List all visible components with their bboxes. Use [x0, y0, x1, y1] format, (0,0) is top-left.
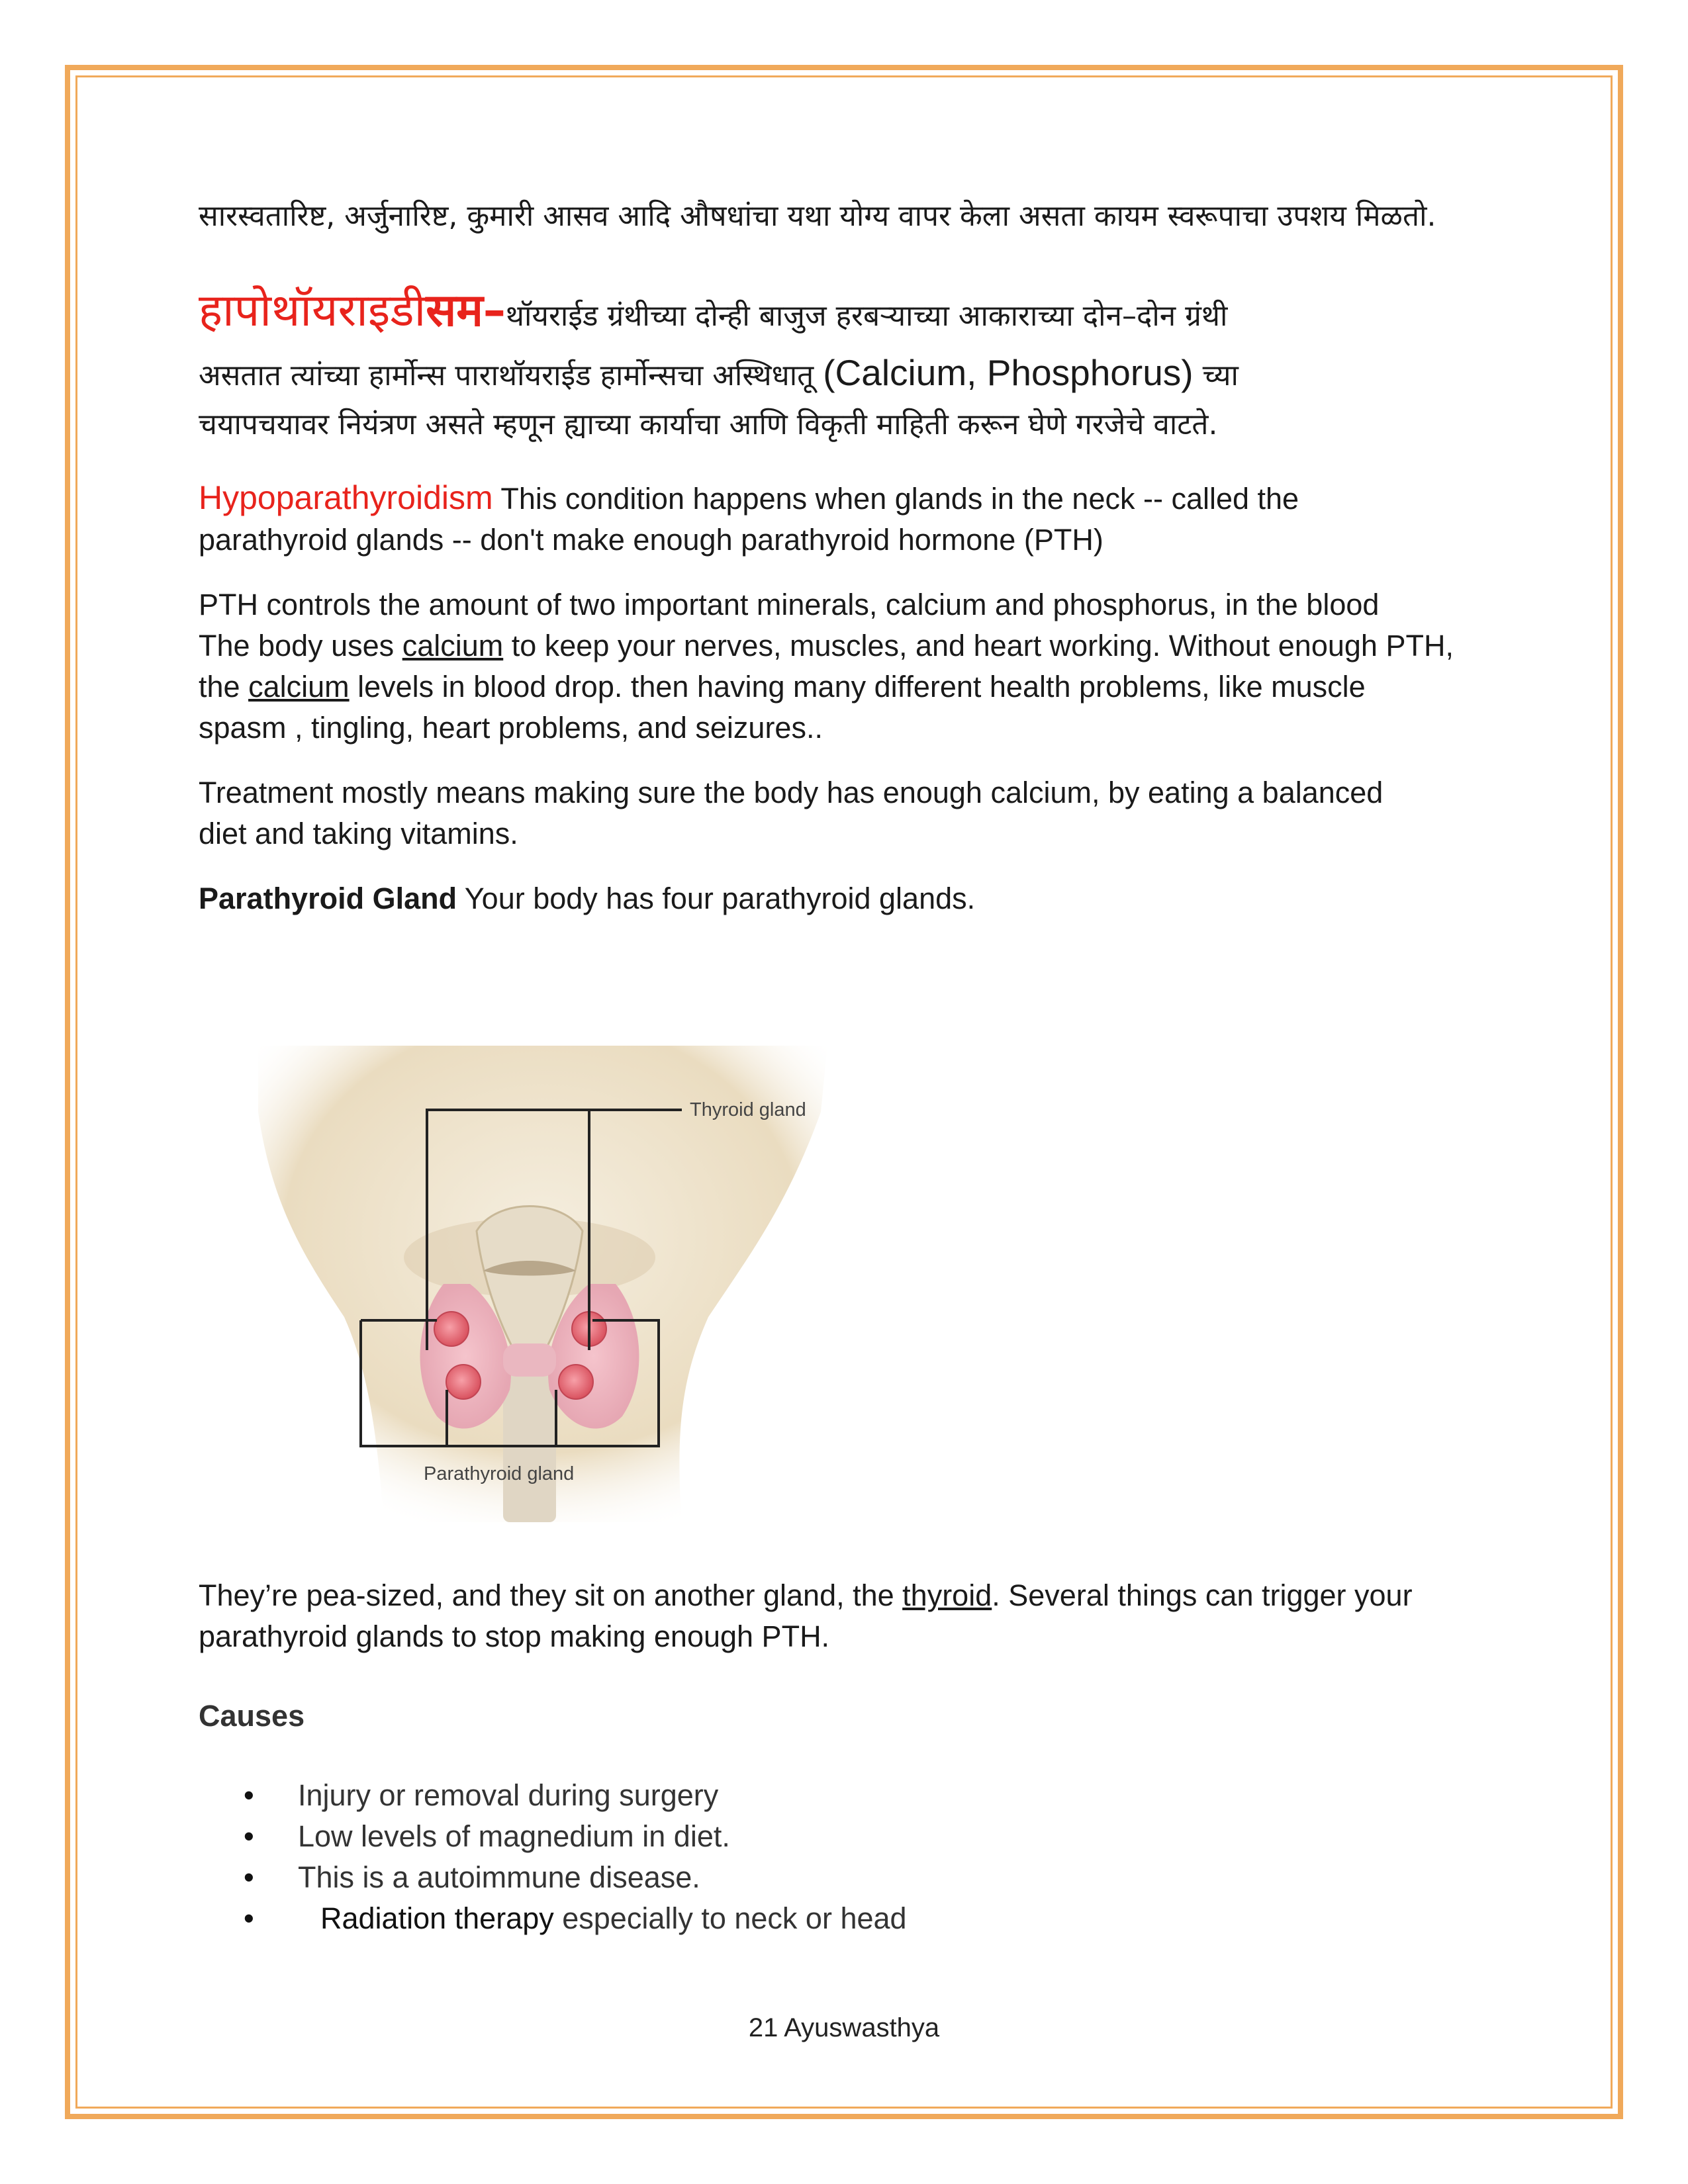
parathyroid-paragraph	[199, 878, 1496, 919]
thyroid-isthmus	[503, 1343, 556, 1377]
causes-list	[199, 1775, 1496, 1939]
marathi-heading-dash: –	[483, 285, 506, 337]
cause-item-4-a: Radiation therapy	[320, 1901, 554, 1935]
cause-item-2: • Low levels of magnedium in diet.	[199, 1816, 1496, 1857]
calcium-link[interactable]: calcium	[402, 629, 504, 662]
cause-item-1: • Injury or removal during surgery	[199, 1775, 1496, 1816]
pea-line-1-pre: They’re pea-sized, and they sit on another gland, the	[199, 1578, 903, 1612]
thyroid-gland-label: Thyroid gland	[690, 1099, 806, 1120]
lower-content	[199, 1575, 1496, 1939]
calcium-phosphorus-text: (Calcium, Phosphorus)	[823, 352, 1194, 393]
page-content	[199, 192, 1496, 919]
parathyroid-gland-label: Parathyroid gland	[424, 1463, 575, 1484]
pth-line-1: PTH controls the amount of two important minerals, calcium and phosphorus, in the blood	[199, 588, 1380, 621]
page-footer: 21 Ayuswasthya	[748, 2013, 940, 2042]
cause-item-3: • This is a autoimmune disease.	[199, 1857, 1496, 1898]
thyroid-link[interactable]: thyroid	[902, 1578, 992, 1612]
pth-line-3-pre: the	[199, 670, 249, 704]
hypo-title: Hypoparathyroidism	[199, 479, 493, 516]
pth-line-2-pre: The body uses	[199, 629, 402, 662]
treatment-line-2: diet and taking vitamins.	[199, 817, 518, 850]
treatment-line-1: Treatment mostly means making sure the body has enough calcium, by eating a balanced	[199, 776, 1383, 809]
parathyroid-illustration	[245, 1032, 841, 1535]
treatment-paragraph	[199, 772, 1496, 854]
marathi-heading-light: हापोथॉयराइडी	[199, 285, 426, 337]
parathyroid-upper-left	[434, 1312, 469, 1346]
parathyroid-rest: Your body has four parathyroid glands.	[457, 882, 976, 915]
pea-paragraph	[199, 1575, 1496, 1657]
marathi-line-1: थॉयराईड ग्रंथीच्या दोन्ही बाजुज हरबऱ्याच्या आकाराच्या दोन–दोन ग्रंथी	[505, 299, 1228, 333]
pth-line-4: spasm , tingling, heart problems, and seizures..	[199, 711, 823, 745]
hypo-paragraph	[199, 477, 1496, 561]
marathi-line-2-post: च्या	[1202, 359, 1239, 392]
parathyroid-lower-left	[446, 1365, 481, 1399]
cause-item-4	[199, 1898, 1496, 1939]
marathi-heading-bold: सम	[426, 285, 483, 337]
calcium-link-2[interactable]: calcium	[248, 670, 350, 704]
pth-line-2-post: to keep your nerves, muscles, and heart working. Without enough PTH,	[503, 629, 1454, 662]
neck-diagram-svg	[245, 1032, 841, 1535]
marathi-hypo-section	[199, 279, 1496, 449]
hypo-line-1: This condition happens when glands in the neck -- called the	[492, 482, 1299, 516]
pea-line-2: parathyroid glands to stop making enough PTH.	[199, 1619, 830, 1653]
pth-line-3-post: levels in blood drop. then having many different health problems, like muscle	[349, 670, 1366, 704]
marathi-line-3: चयापचयावर नियंत्रण असते म्हणून ह्याच्या कार्याचा आणि विकृती माहिती करून घेणे गरजेचे वाटते.	[199, 408, 1218, 441]
pea-line-1-post: . Several things can trigger your	[992, 1578, 1413, 1612]
marathi-paragraph-1: सारस्वतारिष्ट, अर्जुनारिष्ट, कुमारी आसव आदि औषधांचा यथा योग्य वापर केला असता कायम स्वरूपाचा उपशय मिळतो.	[199, 199, 1436, 233]
pth-paragraph	[199, 584, 1496, 749]
marathi-line-2-pre: असतात त्यांच्या हार्मोन्स पाराथॉयराईड हार्मोन्सचा अस्थिधातू	[199, 359, 814, 392]
causes-title: Causes	[199, 1699, 305, 1733]
cause-item-4-b: especially to neck or head	[553, 1901, 907, 1935]
trachea	[503, 1363, 556, 1522]
marathi-heading	[199, 285, 506, 337]
parathyroid-lower-right	[559, 1365, 593, 1399]
hypo-line-2: parathyroid glands -- don't make enough parathyroid hormone (PTH)	[199, 523, 1103, 557]
parathyroid-bold: Parathyroid Gland	[199, 882, 457, 915]
